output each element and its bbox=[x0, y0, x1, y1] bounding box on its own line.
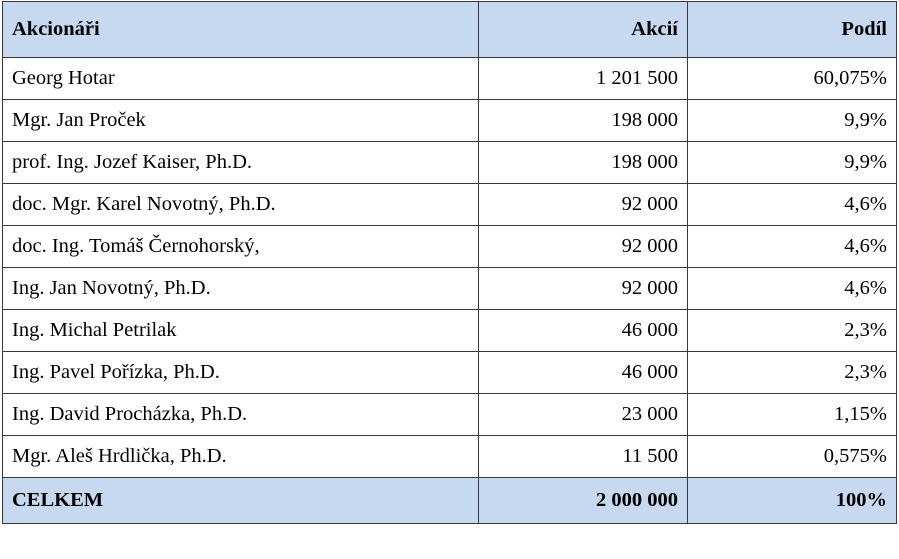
shareholder-name: doc. Ing. Tomáš Černohorský, bbox=[3, 226, 479, 268]
shareholder-percentage: 2,3% bbox=[688, 310, 897, 352]
table-header bbox=[3, 2, 897, 58]
table-body bbox=[3, 58, 897, 478]
shareholder-name: doc. Mgr. Karel Novotný, Ph.D. bbox=[3, 184, 479, 226]
shareholder-shares: 11 500 bbox=[479, 436, 688, 478]
shareholder-percentage: 1,15% bbox=[688, 394, 897, 436]
table-row bbox=[3, 268, 897, 310]
shareholder-shares: 92 000 bbox=[479, 184, 688, 226]
shareholder-name: prof. Ing. Jozef Kaiser, Ph.D. bbox=[3, 142, 479, 184]
table-footer bbox=[3, 478, 897, 524]
shareholder-shares: 92 000 bbox=[479, 226, 688, 268]
shareholder-shares: 1 201 500 bbox=[479, 58, 688, 100]
shareholder-shares: 23 000 bbox=[479, 394, 688, 436]
shareholder-name: Ing. David Procházka, Ph.D. bbox=[3, 394, 479, 436]
shareholder-name: Mgr. Aleš Hrdlička, Ph.D. bbox=[3, 436, 479, 478]
shareholder-shares: 92 000 bbox=[479, 268, 688, 310]
shareholder-percentage: 4,6% bbox=[688, 226, 897, 268]
shareholder-shares: 46 000 bbox=[479, 310, 688, 352]
shareholder-name: Georg Hotar bbox=[3, 58, 479, 100]
total-shares: 2 000 000 bbox=[479, 478, 688, 524]
table-row bbox=[3, 352, 897, 394]
shareholder-name: Ing. Pavel Pořízka, Ph.D. bbox=[3, 352, 479, 394]
total-label: CELKEM bbox=[3, 478, 479, 524]
shareholder-percentage: 9,9% bbox=[688, 142, 897, 184]
column-header-shareholders: Akcionáři bbox=[3, 2, 479, 58]
shareholder-percentage: 4,6% bbox=[688, 268, 897, 310]
shareholder-percentage: 2,3% bbox=[688, 352, 897, 394]
table-row bbox=[3, 100, 897, 142]
shareholder-percentage: 0,575% bbox=[688, 436, 897, 478]
header-row bbox=[3, 2, 897, 58]
shareholder-shares: 198 000 bbox=[479, 142, 688, 184]
shareholder-name: Mgr. Jan Proček bbox=[3, 100, 479, 142]
shareholder-name: Ing. Jan Novotný, Ph.D. bbox=[3, 268, 479, 310]
shareholder-percentage: 4,6% bbox=[688, 184, 897, 226]
total-row bbox=[3, 478, 897, 524]
table-row bbox=[3, 394, 897, 436]
shareholder-name: Ing. Michal Petrilak bbox=[3, 310, 479, 352]
column-header-share: Podíl bbox=[688, 2, 897, 58]
total-percentage: 100% bbox=[688, 478, 897, 524]
table-row bbox=[3, 184, 897, 226]
shareholder-shares: 198 000 bbox=[479, 100, 688, 142]
table-row bbox=[3, 436, 897, 478]
table-row bbox=[3, 226, 897, 268]
shareholder-shares: 46 000 bbox=[479, 352, 688, 394]
table-row bbox=[3, 142, 897, 184]
shareholder-percentage: 60,075% bbox=[688, 58, 897, 100]
shareholder-percentage: 9,9% bbox=[688, 100, 897, 142]
table-row bbox=[3, 58, 897, 100]
column-header-shares: Akcií bbox=[479, 2, 688, 58]
table-row bbox=[3, 310, 897, 352]
shareholders-table bbox=[2, 1, 897, 524]
